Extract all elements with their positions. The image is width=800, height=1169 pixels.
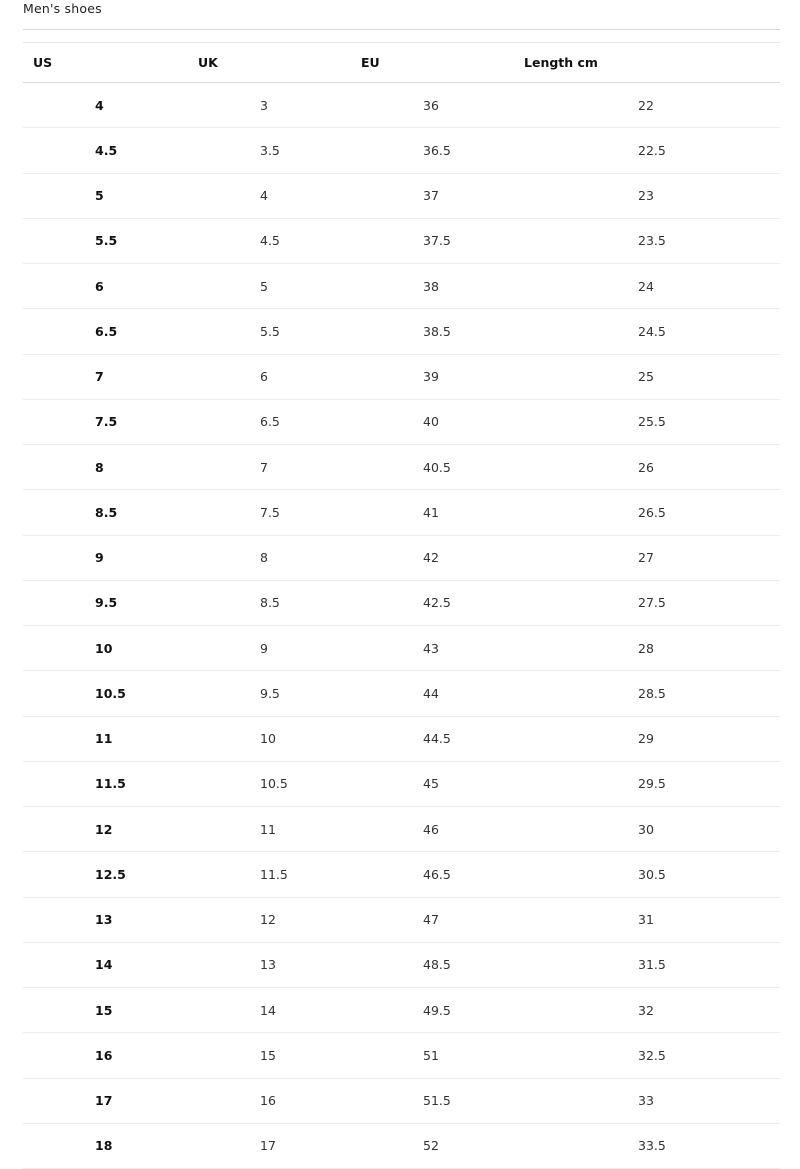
- cell-length: 24: [638, 278, 654, 294]
- cell-eu: 38: [423, 278, 439, 294]
- cell-us: 9.5: [95, 595, 118, 611]
- cell-eu: 41: [423, 504, 439, 520]
- cell-us: 10.5: [95, 685, 126, 701]
- cell-eu: 46.5: [423, 866, 451, 882]
- cell-eu: 38.5: [423, 323, 451, 339]
- table-row: [23, 671, 780, 716]
- table-row: [23, 626, 780, 671]
- cell-eu: 47: [423, 912, 439, 928]
- cell-length: 25: [638, 369, 654, 385]
- cell-eu: 51: [423, 1047, 439, 1063]
- cell-uk: 11.5: [260, 866, 288, 882]
- cell-length: 30: [638, 821, 654, 837]
- table-row: [23, 128, 780, 173]
- cell-length: 30.5: [638, 866, 666, 882]
- table-row: [23, 852, 780, 897]
- cell-us: 7.5: [95, 414, 118, 430]
- column-header-eu: EU: [361, 55, 380, 70]
- cell-uk: 10: [260, 731, 276, 747]
- cell-eu: 37.5: [423, 233, 451, 249]
- cell-uk: 9: [260, 640, 268, 656]
- cell-us: 12.5: [95, 866, 126, 882]
- cell-uk: 4: [260, 188, 268, 204]
- table-row: [23, 716, 780, 761]
- cell-eu: 36: [423, 97, 439, 113]
- cell-us: 17: [95, 1093, 113, 1109]
- table-row: [23, 1123, 780, 1168]
- cell-eu: 42.5: [423, 595, 451, 611]
- cell-length: 24.5: [638, 323, 666, 339]
- cell-uk: 7: [260, 459, 268, 475]
- table-row: [23, 490, 780, 535]
- cell-us: 12: [95, 821, 113, 837]
- cell-length: 28.5: [638, 685, 666, 701]
- header-row: [23, 43, 780, 83]
- cell-uk: 10.5: [260, 776, 288, 792]
- cell-length: 23: [638, 188, 654, 204]
- cell-eu: 44: [423, 685, 439, 701]
- cell-eu: 43: [423, 640, 439, 656]
- table-row: [23, 761, 780, 806]
- table-row: [23, 988, 780, 1033]
- cell-us: 4: [95, 97, 104, 113]
- cell-us: 7: [95, 369, 104, 385]
- cell-length: 27.5: [638, 595, 666, 611]
- cell-us: 11: [95, 731, 113, 747]
- cell-uk: 4.5: [260, 233, 280, 249]
- cell-length: 32: [638, 1002, 654, 1018]
- column-header-length: Length cm: [524, 55, 598, 70]
- cell-us: 18: [95, 1138, 113, 1154]
- column-header-uk: UK: [198, 55, 218, 70]
- cell-length: 22: [638, 97, 654, 113]
- cell-us: 9: [95, 550, 104, 566]
- cell-us: 6: [95, 278, 104, 294]
- cell-length: 27: [638, 550, 654, 566]
- cell-length: 26.5: [638, 504, 666, 520]
- cell-length: 26: [638, 459, 654, 475]
- cell-uk: 15: [260, 1047, 276, 1063]
- table-row: [23, 580, 780, 625]
- table-body: [23, 83, 780, 1169]
- cell-eu: 42: [423, 550, 439, 566]
- cell-us: 14: [95, 957, 113, 973]
- cell-length: 32.5: [638, 1047, 666, 1063]
- table-row: [23, 309, 780, 354]
- cell-length: 31.5: [638, 957, 666, 973]
- cell-eu: 51.5: [423, 1093, 451, 1109]
- table-row: [23, 218, 780, 263]
- table-row: [23, 942, 780, 987]
- cell-us: 5: [95, 188, 104, 204]
- cell-eu: 40: [423, 414, 439, 430]
- cell-uk: 8.5: [260, 595, 280, 611]
- cell-eu: 48.5: [423, 957, 451, 973]
- cell-eu: 52: [423, 1138, 439, 1154]
- cell-us: 4.5: [95, 142, 118, 158]
- cell-eu: 44.5: [423, 731, 451, 747]
- table-row: [23, 1033, 780, 1078]
- cell-uk: 3: [260, 97, 268, 113]
- caption-divider: [23, 29, 780, 30]
- cell-us: 13: [95, 912, 113, 928]
- cell-eu: 46: [423, 821, 439, 837]
- cell-uk: 16: [260, 1093, 276, 1109]
- cell-uk: 5: [260, 278, 268, 294]
- table-row: [23, 354, 780, 399]
- size-chart-table: [23, 42, 780, 1169]
- cell-uk: 3.5: [260, 142, 280, 158]
- table-row: [23, 264, 780, 309]
- table-row: [23, 445, 780, 490]
- cell-eu: 40.5: [423, 459, 451, 475]
- cell-us: 8.5: [95, 504, 118, 520]
- cell-uk: 8: [260, 550, 268, 566]
- cell-uk: 11: [260, 821, 276, 837]
- cell-length: 29.5: [638, 776, 666, 792]
- cell-eu: 37: [423, 188, 439, 204]
- table-row: [23, 399, 780, 444]
- table-row: [23, 897, 780, 942]
- table-row: [23, 1078, 780, 1123]
- cell-us: 16: [95, 1047, 113, 1063]
- table-row: [23, 173, 780, 218]
- cell-us: 11.5: [95, 776, 126, 792]
- column-header-us: US: [33, 55, 53, 70]
- table-row: [23, 807, 780, 852]
- table-caption: Men's shoes: [23, 1, 102, 16]
- cell-length: 33.5: [638, 1138, 666, 1154]
- cell-us: 15: [95, 1002, 113, 1018]
- cell-us: 10: [95, 640, 113, 656]
- cell-length: 31: [638, 912, 654, 928]
- cell-length: 23.5: [638, 233, 666, 249]
- cell-uk: 12: [260, 912, 276, 928]
- cell-length: 29: [638, 731, 654, 747]
- cell-eu: 45: [423, 776, 439, 792]
- cell-length: 25.5: [638, 414, 666, 430]
- cell-uk: 17: [260, 1138, 276, 1154]
- cell-length: 28: [638, 640, 654, 656]
- table-row: [23, 535, 780, 580]
- cell-eu: 39: [423, 369, 439, 385]
- cell-uk: 7.5: [260, 504, 280, 520]
- cell-uk: 6: [260, 369, 268, 385]
- cell-uk: 6.5: [260, 414, 280, 430]
- cell-uk: 5.5: [260, 323, 280, 339]
- table-header: [23, 43, 780, 83]
- cell-length: 22.5: [638, 142, 666, 158]
- cell-eu: 36.5: [423, 142, 451, 158]
- cell-eu: 49.5: [423, 1002, 451, 1018]
- cell-uk: 14: [260, 1002, 276, 1018]
- cell-uk: 13: [260, 957, 276, 973]
- cell-us: 5.5: [95, 233, 118, 249]
- cell-length: 33: [638, 1093, 654, 1109]
- cell-uk: 9.5: [260, 685, 280, 701]
- table-row: [23, 83, 780, 128]
- cell-us: 6.5: [95, 323, 118, 339]
- cell-us: 8: [95, 459, 104, 475]
